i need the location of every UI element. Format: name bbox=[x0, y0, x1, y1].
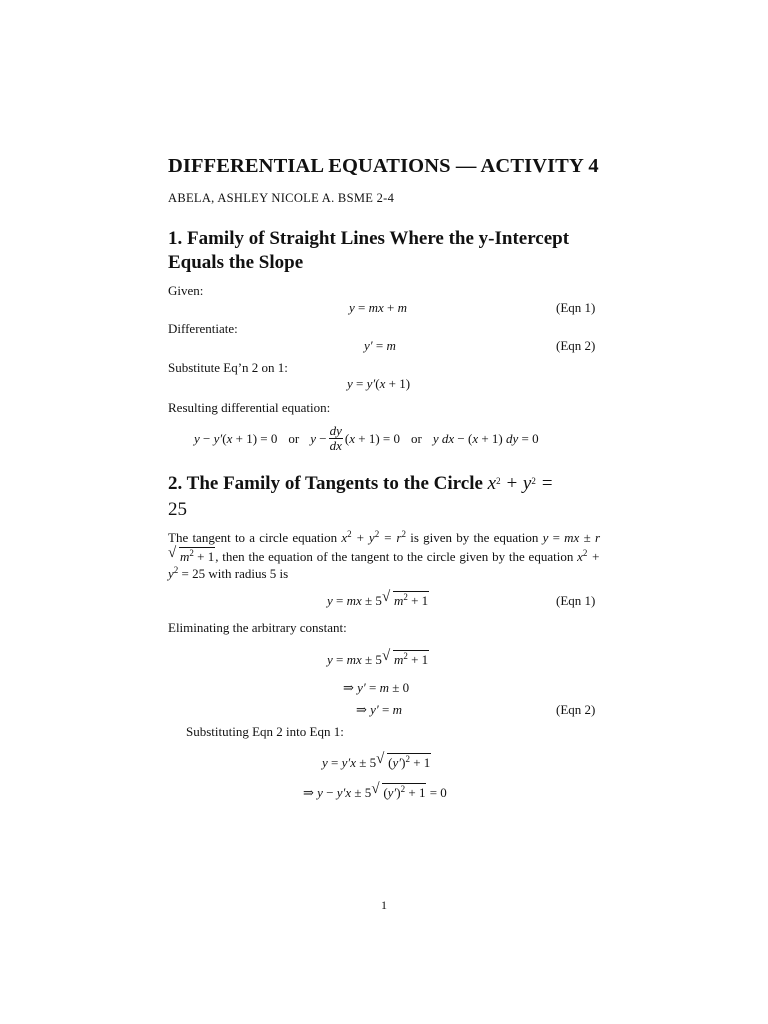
eliminate-step-1: y = mx ± 5√ $m^2 + 1$ bbox=[327, 650, 429, 668]
tangent-equation-1: y = mx ± 5√ $m^2 + 1$ bbox=[327, 591, 429, 609]
eliminating-label: Eliminating the arbitrary constant: bbox=[168, 620, 347, 635]
substituting-label: Substituting Eqn 2 into Eqn 1: bbox=[186, 724, 344, 739]
tangent-equation-1-label: (Eqn 1) bbox=[556, 593, 596, 608]
eliminate-step-3: ⇒ y′ = m bbox=[356, 702, 403, 717]
section-1-heading bbox=[168, 227, 569, 275]
equation-2: y′ = m bbox=[364, 338, 396, 353]
section-2-heading-line1: 2. The Family of Tangents to the Circle $x^2 + y^2$ = bbox=[168, 473, 554, 494]
substitution-step-2: ⇒ y − y′x ± 5√ $(y')^2 + 1 = 0$ bbox=[303, 783, 447, 801]
document-title: DIFFERENTIAL EQUATIONS — ACTIVITY 4 bbox=[168, 155, 599, 177]
eliminate-step-2: ⇒ y′ = m ± 0 bbox=[343, 680, 410, 695]
resulting-label: Resulting differential equation: bbox=[168, 400, 331, 415]
page-number: 1 bbox=[381, 898, 387, 912]
eliminate-equation-2-label: (Eqn 2) bbox=[556, 702, 596, 717]
section-2-heading bbox=[168, 472, 553, 522]
substitute-label: Substitute Eq’n 2 on 1: bbox=[168, 360, 288, 375]
or-text-2: or bbox=[411, 430, 422, 446]
author-line: ABELA, ASHLEY NICOLE A. BSME 2-4 bbox=[168, 191, 395, 205]
resulting-equations: y − y′(x + 1) = 0 or y − $\frac{dy}{dx}$ (x + 1) = 0 or y dx − (x + 1) dy = 0 bbox=[194, 423, 539, 453]
equation-1: y = mx + m bbox=[349, 300, 408, 315]
substitution-step-1: y = y′x ± 5√ $(y')^2 + 1$ bbox=[322, 753, 431, 771]
tangent-paragraph: The tangent to a circle equation $x^2 + y^2 = r^2$ is given by the equation y = mx ± r√ $m^2 + 1$, then the equation of the tangent to the circle given by the equation $x^2 + y^2 = 25$ with radius 5 is bbox=[168, 530, 600, 583]
given-label: Given: bbox=[168, 283, 204, 298]
or-text-1: or bbox=[288, 430, 300, 446]
section-2-heading-line2: 25 bbox=[168, 499, 187, 520]
section-1-heading-line1: 1. Family of Straight Lines Where the y-Intercept bbox=[168, 228, 570, 249]
substituted-equation: y = y′(x + 1) bbox=[347, 376, 411, 391]
differentiate-label: Differentiate: bbox=[168, 321, 238, 336]
equation-2-label: (Eqn 2) bbox=[556, 338, 596, 353]
equation-1-label: (Eqn 1) bbox=[556, 300, 596, 315]
section-1-heading-line2: Equals the Slope bbox=[168, 252, 304, 273]
